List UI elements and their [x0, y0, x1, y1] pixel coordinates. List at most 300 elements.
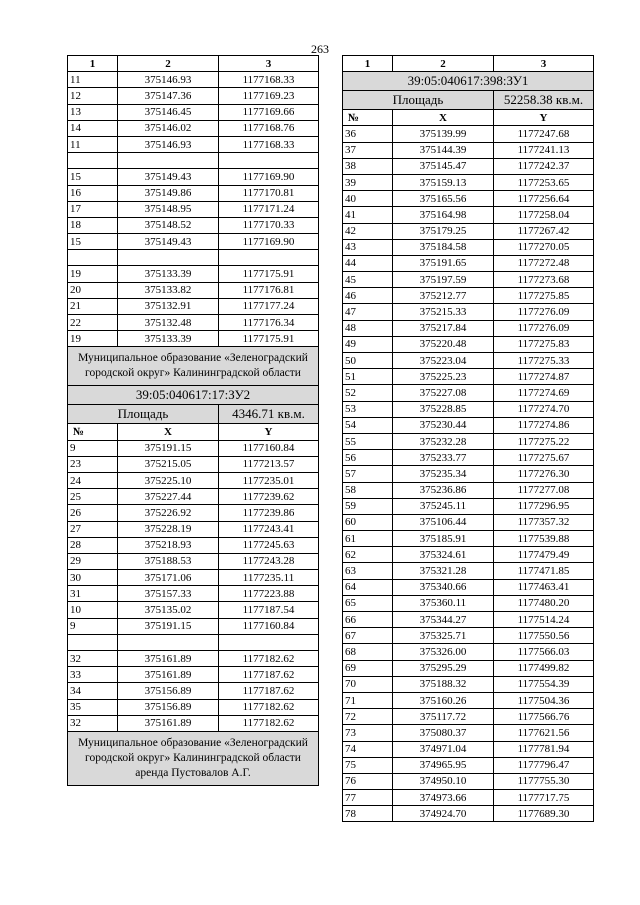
- y-coordinate: 1177480.20: [494, 595, 594, 611]
- y-coordinate: 1177267.42: [494, 223, 594, 239]
- point-number: 12: [68, 88, 118, 104]
- table-row: [68, 217, 319, 233]
- table-row: [68, 472, 319, 488]
- point-number: 56: [343, 450, 393, 466]
- x-coordinate: 375160.26: [393, 692, 494, 708]
- area-row: [343, 91, 594, 110]
- point-number: 20: [68, 282, 118, 298]
- point-number: 52: [343, 385, 393, 401]
- x-coordinate: 375295.29: [393, 660, 494, 676]
- column-header-col-2: 2: [393, 56, 494, 72]
- y-coordinate: 1177213.57: [219, 456, 319, 472]
- y-coordinate: 1177187.62: [219, 683, 319, 699]
- table-row: [68, 234, 319, 250]
- x-coordinate: 375132.48: [118, 315, 219, 331]
- x-coordinate: 374973.66: [393, 790, 494, 806]
- table-row: [343, 531, 594, 547]
- table-row: [343, 239, 594, 255]
- y-coordinate: 1177272.48: [494, 255, 594, 271]
- point-number: 24: [68, 472, 118, 488]
- y-coordinate: 1177243.41: [219, 521, 319, 537]
- table-row: [343, 563, 594, 579]
- point-number: 9: [68, 618, 118, 634]
- left-coordinates-table: [67, 55, 319, 786]
- y-coordinate: 1177253.65: [494, 174, 594, 190]
- x-coordinate: 375340.66: [393, 579, 494, 595]
- table-row: [68, 715, 319, 731]
- plot-title-row: [343, 72, 594, 91]
- x-coordinate: 375184.58: [393, 239, 494, 255]
- x-coordinate: 375360.11: [393, 595, 494, 611]
- point-number: 67: [343, 628, 393, 644]
- page-number: 263: [311, 42, 329, 56]
- y-coordinate: 1177539.88: [494, 531, 594, 547]
- y-coordinate: 1177275.67: [494, 450, 594, 466]
- point-number: 36: [343, 126, 393, 142]
- point-number: 62: [343, 547, 393, 563]
- blank-cell: [68, 153, 118, 169]
- x-coordinate: 375117.72: [393, 709, 494, 725]
- y-coordinate: 1177160.84: [219, 618, 319, 634]
- y-coordinate: 1177755.30: [494, 773, 594, 789]
- x-coordinate: 375188.32: [393, 676, 494, 692]
- point-number: 19: [68, 266, 118, 282]
- area-value: 52258.38 кв.м.: [494, 91, 594, 110]
- area-row: [68, 405, 319, 424]
- x-coordinate: 375236.86: [393, 482, 494, 498]
- y-coordinate: 1177275.83: [494, 336, 594, 352]
- point-number: 23: [68, 456, 118, 472]
- x-coordinate: 374924.70: [393, 806, 494, 822]
- x-coordinate: 375227.44: [118, 489, 219, 505]
- table-row: [343, 709, 594, 725]
- blank-row: [68, 250, 319, 266]
- point-number: 15: [68, 234, 118, 250]
- point-number: 45: [343, 272, 393, 288]
- point-number: 9: [68, 440, 118, 456]
- y-coordinate: 1177182.62: [219, 715, 319, 731]
- table-row: [68, 120, 319, 136]
- table-row: [343, 514, 594, 530]
- x-coordinate: 375228.19: [118, 521, 219, 537]
- x-coordinate: 375326.00: [393, 644, 494, 660]
- point-number: 59: [343, 498, 393, 514]
- point-number: 34: [68, 683, 118, 699]
- table-row: [343, 773, 594, 789]
- blank-cell: [68, 250, 118, 266]
- point-number: 53: [343, 401, 393, 417]
- y-coordinate: 1177275.33: [494, 353, 594, 369]
- y-coordinate: 1177175.91: [219, 266, 319, 282]
- blank-row: [68, 634, 319, 650]
- point-number: 74: [343, 741, 393, 757]
- column-header: [343, 56, 594, 72]
- table-row: [68, 440, 319, 456]
- table-row: [343, 126, 594, 142]
- point-number: 25: [68, 489, 118, 505]
- table-row: [343, 288, 594, 304]
- point-number: 38: [343, 158, 393, 174]
- y-coordinate: 1177276.09: [494, 304, 594, 320]
- x-coordinate: 375179.25: [393, 223, 494, 239]
- table-row: [343, 676, 594, 692]
- x-coordinate: 374950.10: [393, 773, 494, 789]
- point-number: 78: [343, 806, 393, 822]
- point-number: 72: [343, 709, 393, 725]
- table-row: [68, 185, 319, 201]
- table-row: [343, 353, 594, 369]
- y-coordinate: 1177242.37: [494, 158, 594, 174]
- table-row: [343, 579, 594, 595]
- table-row: [68, 136, 319, 152]
- point-header: [68, 424, 319, 440]
- y-coordinate: 1177796.47: [494, 757, 594, 773]
- area-label: Площадь: [68, 405, 219, 424]
- y-coordinate: 1177514.24: [494, 612, 594, 628]
- point-number: 57: [343, 466, 393, 482]
- table-row: [68, 553, 319, 569]
- x-coordinate: 375139.99: [393, 126, 494, 142]
- point-number: 47: [343, 304, 393, 320]
- blank-cell: [219, 153, 319, 169]
- table-row: [68, 505, 319, 521]
- table-row: [343, 320, 594, 336]
- point-number: 14: [68, 120, 118, 136]
- point-number: 70: [343, 676, 393, 692]
- x-coordinate: 375227.08: [393, 385, 494, 401]
- table-row: [343, 644, 594, 660]
- x-coordinate: 375146.93: [118, 72, 219, 88]
- table-row: [343, 142, 594, 158]
- point-number: 27: [68, 521, 118, 537]
- point-number: 66: [343, 612, 393, 628]
- x-coordinate: 375145.47: [393, 158, 494, 174]
- x-coordinate: 375185.91: [393, 531, 494, 547]
- x-coordinate: 375321.28: [393, 563, 494, 579]
- column-header-col-3: 3: [494, 56, 594, 72]
- table-row: [343, 482, 594, 498]
- table-row: [68, 201, 319, 217]
- blank-cell: [118, 634, 219, 650]
- point-number: 17: [68, 201, 118, 217]
- x-coordinate: 375217.84: [393, 320, 494, 336]
- x-coordinate: 375232.28: [393, 433, 494, 449]
- table-row: [343, 272, 594, 288]
- municipality-lease-label: Муниципальное образование «Зеленоградский городской округ» Калининградской области аренда Пустовалов А.Г.: [68, 731, 319, 785]
- table-row: [68, 315, 319, 331]
- y-coordinate: 1177245.63: [219, 537, 319, 553]
- y-coordinate: 1177689.30: [494, 806, 594, 822]
- table-row: [343, 174, 594, 190]
- point-number: 61: [343, 531, 393, 547]
- y-coordinate: 1177717.75: [494, 790, 594, 806]
- table-row: [343, 595, 594, 611]
- table-row: [68, 683, 319, 699]
- point-number: 51: [343, 369, 393, 385]
- y-coordinate: 1177160.84: [219, 440, 319, 456]
- y-coordinate: 1177176.34: [219, 315, 319, 331]
- table-row: [343, 255, 594, 271]
- table-row: [68, 651, 319, 667]
- x-coordinate: 375149.43: [118, 169, 219, 185]
- point-number: 21: [68, 298, 118, 314]
- y-coordinate: 1177235.01: [219, 472, 319, 488]
- plot-title-row: [68, 386, 319, 405]
- point-number: 11: [68, 72, 118, 88]
- x-coordinate: 375144.39: [393, 142, 494, 158]
- y-coordinate: 1177258.04: [494, 207, 594, 223]
- y-coordinate: 1177270.05: [494, 239, 594, 255]
- point-number: 69: [343, 660, 393, 676]
- x-coordinate: 375148.52: [118, 217, 219, 233]
- y-coordinate: 1177275.22: [494, 433, 594, 449]
- point-number: 29: [68, 553, 118, 569]
- point-number: 42: [343, 223, 393, 239]
- table-row: [343, 223, 594, 239]
- y-coordinate: 1177247.68: [494, 126, 594, 142]
- table-row: [68, 298, 319, 314]
- x-coordinate: 375191.15: [118, 440, 219, 456]
- municipality-row: [68, 347, 319, 386]
- point-number: 46: [343, 288, 393, 304]
- y-coordinate: 1177187.62: [219, 667, 319, 683]
- blank-row: [68, 153, 319, 169]
- y-coordinate: 1177504.36: [494, 692, 594, 708]
- point-number: 32: [68, 715, 118, 731]
- right-coordinates-table: [342, 55, 594, 822]
- x-coordinate: 375215.33: [393, 304, 494, 320]
- point-number: 22: [68, 315, 118, 331]
- point-number: 76: [343, 773, 393, 789]
- point-number: 44: [343, 255, 393, 271]
- x-coordinate: 375133.39: [118, 266, 219, 282]
- x-coordinate: 375156.89: [118, 699, 219, 715]
- table-row: [343, 466, 594, 482]
- point-number: 50: [343, 353, 393, 369]
- point-number: 77: [343, 790, 393, 806]
- x-coordinate: 375225.10: [118, 472, 219, 488]
- y-coordinate: 1177235.11: [219, 570, 319, 586]
- x-coordinate: 375080.37: [393, 725, 494, 741]
- x-coordinate: 375146.93: [118, 136, 219, 152]
- blank-cell: [68, 634, 118, 650]
- point-number: 58: [343, 482, 393, 498]
- x-coordinate: 375159.13: [393, 174, 494, 190]
- x-coordinate: 375149.86: [118, 185, 219, 201]
- x-coordinate: 375146.45: [118, 104, 219, 120]
- point-header-col-2: X: [393, 110, 494, 126]
- column-header-col-3: 3: [219, 56, 319, 72]
- y-coordinate: 1177177.24: [219, 298, 319, 314]
- blank-cell: [219, 634, 319, 650]
- point-number: 64: [343, 579, 393, 595]
- y-coordinate: 1177274.86: [494, 417, 594, 433]
- table-row: [68, 331, 319, 347]
- y-coordinate: 1177168.33: [219, 72, 319, 88]
- municipality-label: Муниципальное образование «Зеленоградский городской округ» Калининградской области: [68, 347, 319, 386]
- table-row: [343, 450, 594, 466]
- point-number: 10: [68, 602, 118, 618]
- table-row: [343, 547, 594, 563]
- y-coordinate: 1177273.68: [494, 272, 594, 288]
- x-coordinate: 375135.02: [118, 602, 219, 618]
- y-coordinate: 1177168.76: [219, 120, 319, 136]
- x-coordinate: 375146.02: [118, 120, 219, 136]
- table-row: [68, 266, 319, 282]
- point-number: 19: [68, 331, 118, 347]
- table-row: [68, 282, 319, 298]
- point-header-col-2: X: [118, 424, 219, 440]
- y-coordinate: 1177471.85: [494, 563, 594, 579]
- point-number: 68: [343, 644, 393, 660]
- y-coordinate: 1177276.30: [494, 466, 594, 482]
- point-header-col-1: №: [68, 424, 118, 440]
- table-row: [68, 489, 319, 505]
- x-coordinate: 375106.44: [393, 514, 494, 530]
- x-coordinate: 375324.61: [393, 547, 494, 563]
- table-row: [343, 417, 594, 433]
- y-coordinate: 1177239.86: [219, 505, 319, 521]
- table-row: [343, 385, 594, 401]
- table-row: [343, 304, 594, 320]
- plot-cadastral-number: 39:05:040617:398:ЗУ1: [343, 72, 594, 91]
- y-coordinate: 1177274.87: [494, 369, 594, 385]
- table-row: [343, 628, 594, 644]
- x-coordinate: 375161.89: [118, 667, 219, 683]
- point-number: 30: [68, 570, 118, 586]
- y-coordinate: 1177175.91: [219, 331, 319, 347]
- y-coordinate: 1177621.56: [494, 725, 594, 741]
- x-coordinate: 375147.36: [118, 88, 219, 104]
- blank-cell: [118, 250, 219, 266]
- x-coordinate: 375171.06: [118, 570, 219, 586]
- x-coordinate: 375228.85: [393, 401, 494, 417]
- table-row: [68, 521, 319, 537]
- x-coordinate: 375156.89: [118, 683, 219, 699]
- x-coordinate: 375344.27: [393, 612, 494, 628]
- y-coordinate: 1177170.81: [219, 185, 319, 201]
- table-row: [68, 88, 319, 104]
- point-number: 32: [68, 651, 118, 667]
- table-row: [68, 72, 319, 88]
- table-row: [68, 618, 319, 634]
- y-coordinate: 1177463.41: [494, 579, 594, 595]
- x-coordinate: 375223.04: [393, 353, 494, 369]
- table-row: [343, 433, 594, 449]
- x-coordinate: 375191.15: [118, 618, 219, 634]
- y-coordinate: 1177182.62: [219, 651, 319, 667]
- x-coordinate: 375161.89: [118, 651, 219, 667]
- x-coordinate: 375212.77: [393, 288, 494, 304]
- table-row: [343, 806, 594, 822]
- column-header-col-1: 1: [343, 56, 393, 72]
- x-coordinate: 375197.59: [393, 272, 494, 288]
- table-row: [343, 692, 594, 708]
- table-row: [343, 158, 594, 174]
- point-number: 43: [343, 239, 393, 255]
- table-row: [343, 401, 594, 417]
- point-number: 48: [343, 320, 393, 336]
- point-number: 37: [343, 142, 393, 158]
- y-coordinate: 1177566.76: [494, 709, 594, 725]
- x-coordinate: 375225.23: [393, 369, 494, 385]
- y-coordinate: 1177223.88: [219, 586, 319, 602]
- y-coordinate: 1177169.23: [219, 88, 319, 104]
- point-number: 75: [343, 757, 393, 773]
- point-number: 65: [343, 595, 393, 611]
- table-row: [343, 660, 594, 676]
- point-number: 60: [343, 514, 393, 530]
- point-number: 13: [68, 104, 118, 120]
- table-row: [343, 369, 594, 385]
- x-coordinate: 375164.98: [393, 207, 494, 223]
- x-coordinate: 375148.95: [118, 201, 219, 217]
- x-coordinate: 374965.95: [393, 757, 494, 773]
- point-number: 15: [68, 169, 118, 185]
- x-coordinate: 375188.53: [118, 553, 219, 569]
- point-number: 55: [343, 433, 393, 449]
- x-coordinate: 375233.77: [393, 450, 494, 466]
- column-header: [68, 56, 319, 72]
- point-number: 35: [68, 699, 118, 715]
- y-coordinate: 1177187.54: [219, 602, 319, 618]
- point-number: 73: [343, 725, 393, 741]
- x-coordinate: 375245.11: [393, 498, 494, 514]
- column-header-col-2: 2: [118, 56, 219, 72]
- point-number: 31: [68, 586, 118, 602]
- point-header-col-1: №: [343, 110, 393, 126]
- area-label: Площадь: [343, 91, 494, 110]
- x-coordinate: 375215.05: [118, 456, 219, 472]
- y-coordinate: 1177357.32: [494, 514, 594, 530]
- y-coordinate: 1177499.82: [494, 660, 594, 676]
- y-coordinate: 1177243.28: [219, 553, 319, 569]
- point-number: 11: [68, 136, 118, 152]
- point-number: 41: [343, 207, 393, 223]
- column-header-col-1: 1: [68, 56, 118, 72]
- y-coordinate: 1177296.95: [494, 498, 594, 514]
- point-number: 63: [343, 563, 393, 579]
- blank-cell: [219, 250, 319, 266]
- y-coordinate: 1177554.39: [494, 676, 594, 692]
- y-coordinate: 1177176.81: [219, 282, 319, 298]
- table-row: [68, 586, 319, 602]
- table-row: [68, 456, 319, 472]
- y-coordinate: 1177170.33: [219, 217, 319, 233]
- point-number: 33: [68, 667, 118, 683]
- y-coordinate: 1177241.13: [494, 142, 594, 158]
- plot-cadastral-number: 39:05:040617:17:ЗУ2: [68, 386, 319, 405]
- point-number: 39: [343, 174, 393, 190]
- y-coordinate: 1177169.90: [219, 234, 319, 250]
- x-coordinate: 375235.34: [393, 466, 494, 482]
- x-coordinate: 375132.91: [118, 298, 219, 314]
- y-coordinate: 1177479.49: [494, 547, 594, 563]
- table-row: [343, 207, 594, 223]
- x-coordinate: 375149.43: [118, 234, 219, 250]
- table-row: [68, 537, 319, 553]
- y-coordinate: 1177239.62: [219, 489, 319, 505]
- table-row: [68, 169, 319, 185]
- point-number: 18: [68, 217, 118, 233]
- table-row: [68, 699, 319, 715]
- x-coordinate: 375191.65: [393, 255, 494, 271]
- table-row: [68, 667, 319, 683]
- table-row: [343, 757, 594, 773]
- table-row: [68, 602, 319, 618]
- y-coordinate: 1177169.66: [219, 104, 319, 120]
- point-number: 49: [343, 336, 393, 352]
